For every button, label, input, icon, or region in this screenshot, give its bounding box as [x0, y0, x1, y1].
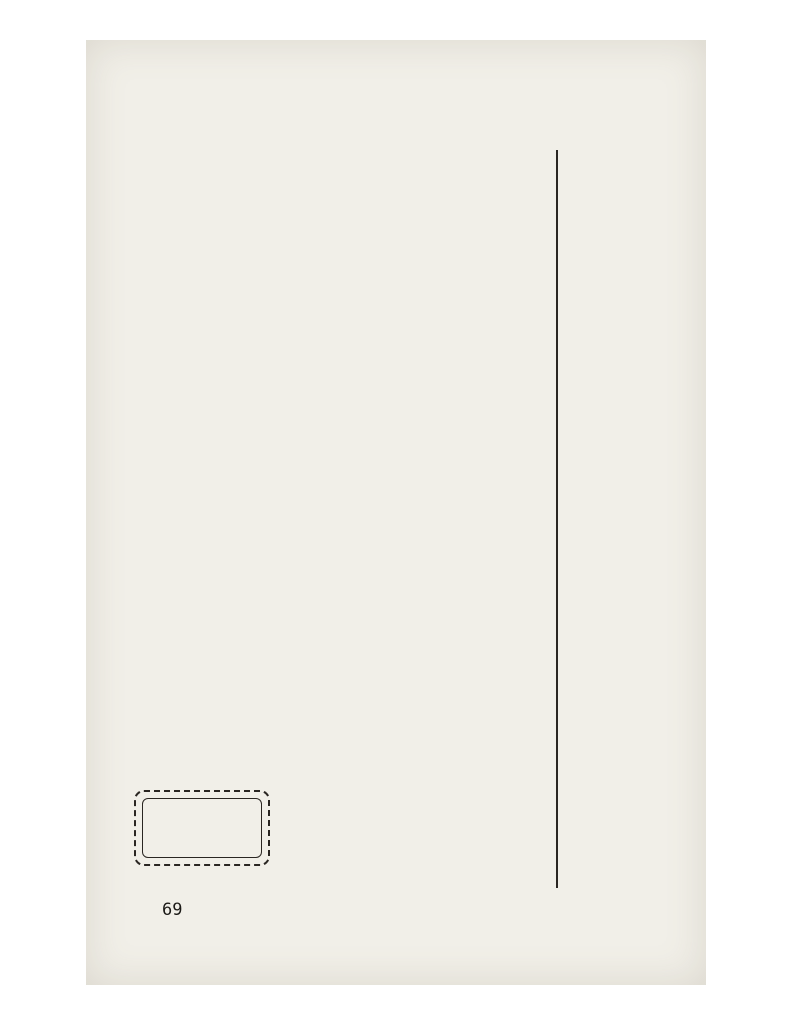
text-column	[421, 163, 447, 223]
text-column	[358, 163, 384, 513]
text-column	[421, 526, 447, 886]
text-column	[453, 163, 479, 513]
text-column	[484, 526, 510, 886]
text-column	[390, 526, 416, 586]
text-column	[201, 526, 227, 756]
text-column	[453, 526, 479, 886]
page-number: 69	[162, 900, 183, 920]
text-column	[516, 556, 542, 886]
title-divider	[556, 150, 558, 888]
text-column	[264, 526, 290, 756]
text-column	[233, 163, 259, 513]
text-column	[170, 526, 196, 756]
text-column	[390, 182, 416, 512]
section-stamp	[134, 790, 270, 866]
text-column	[170, 124, 196, 514]
text-column	[296, 526, 322, 886]
text-column	[327, 526, 353, 886]
text-column	[139, 124, 165, 514]
text-column	[358, 556, 384, 886]
stamp-label	[142, 798, 262, 858]
article-title	[572, 185, 632, 825]
text-column	[201, 124, 227, 514]
text-column	[92, 130, 112, 490]
text-column	[484, 163, 510, 513]
text-column	[233, 526, 259, 756]
text-column	[327, 163, 353, 513]
text-column	[296, 163, 322, 513]
text-column	[264, 163, 290, 203]
text-column	[516, 182, 542, 512]
